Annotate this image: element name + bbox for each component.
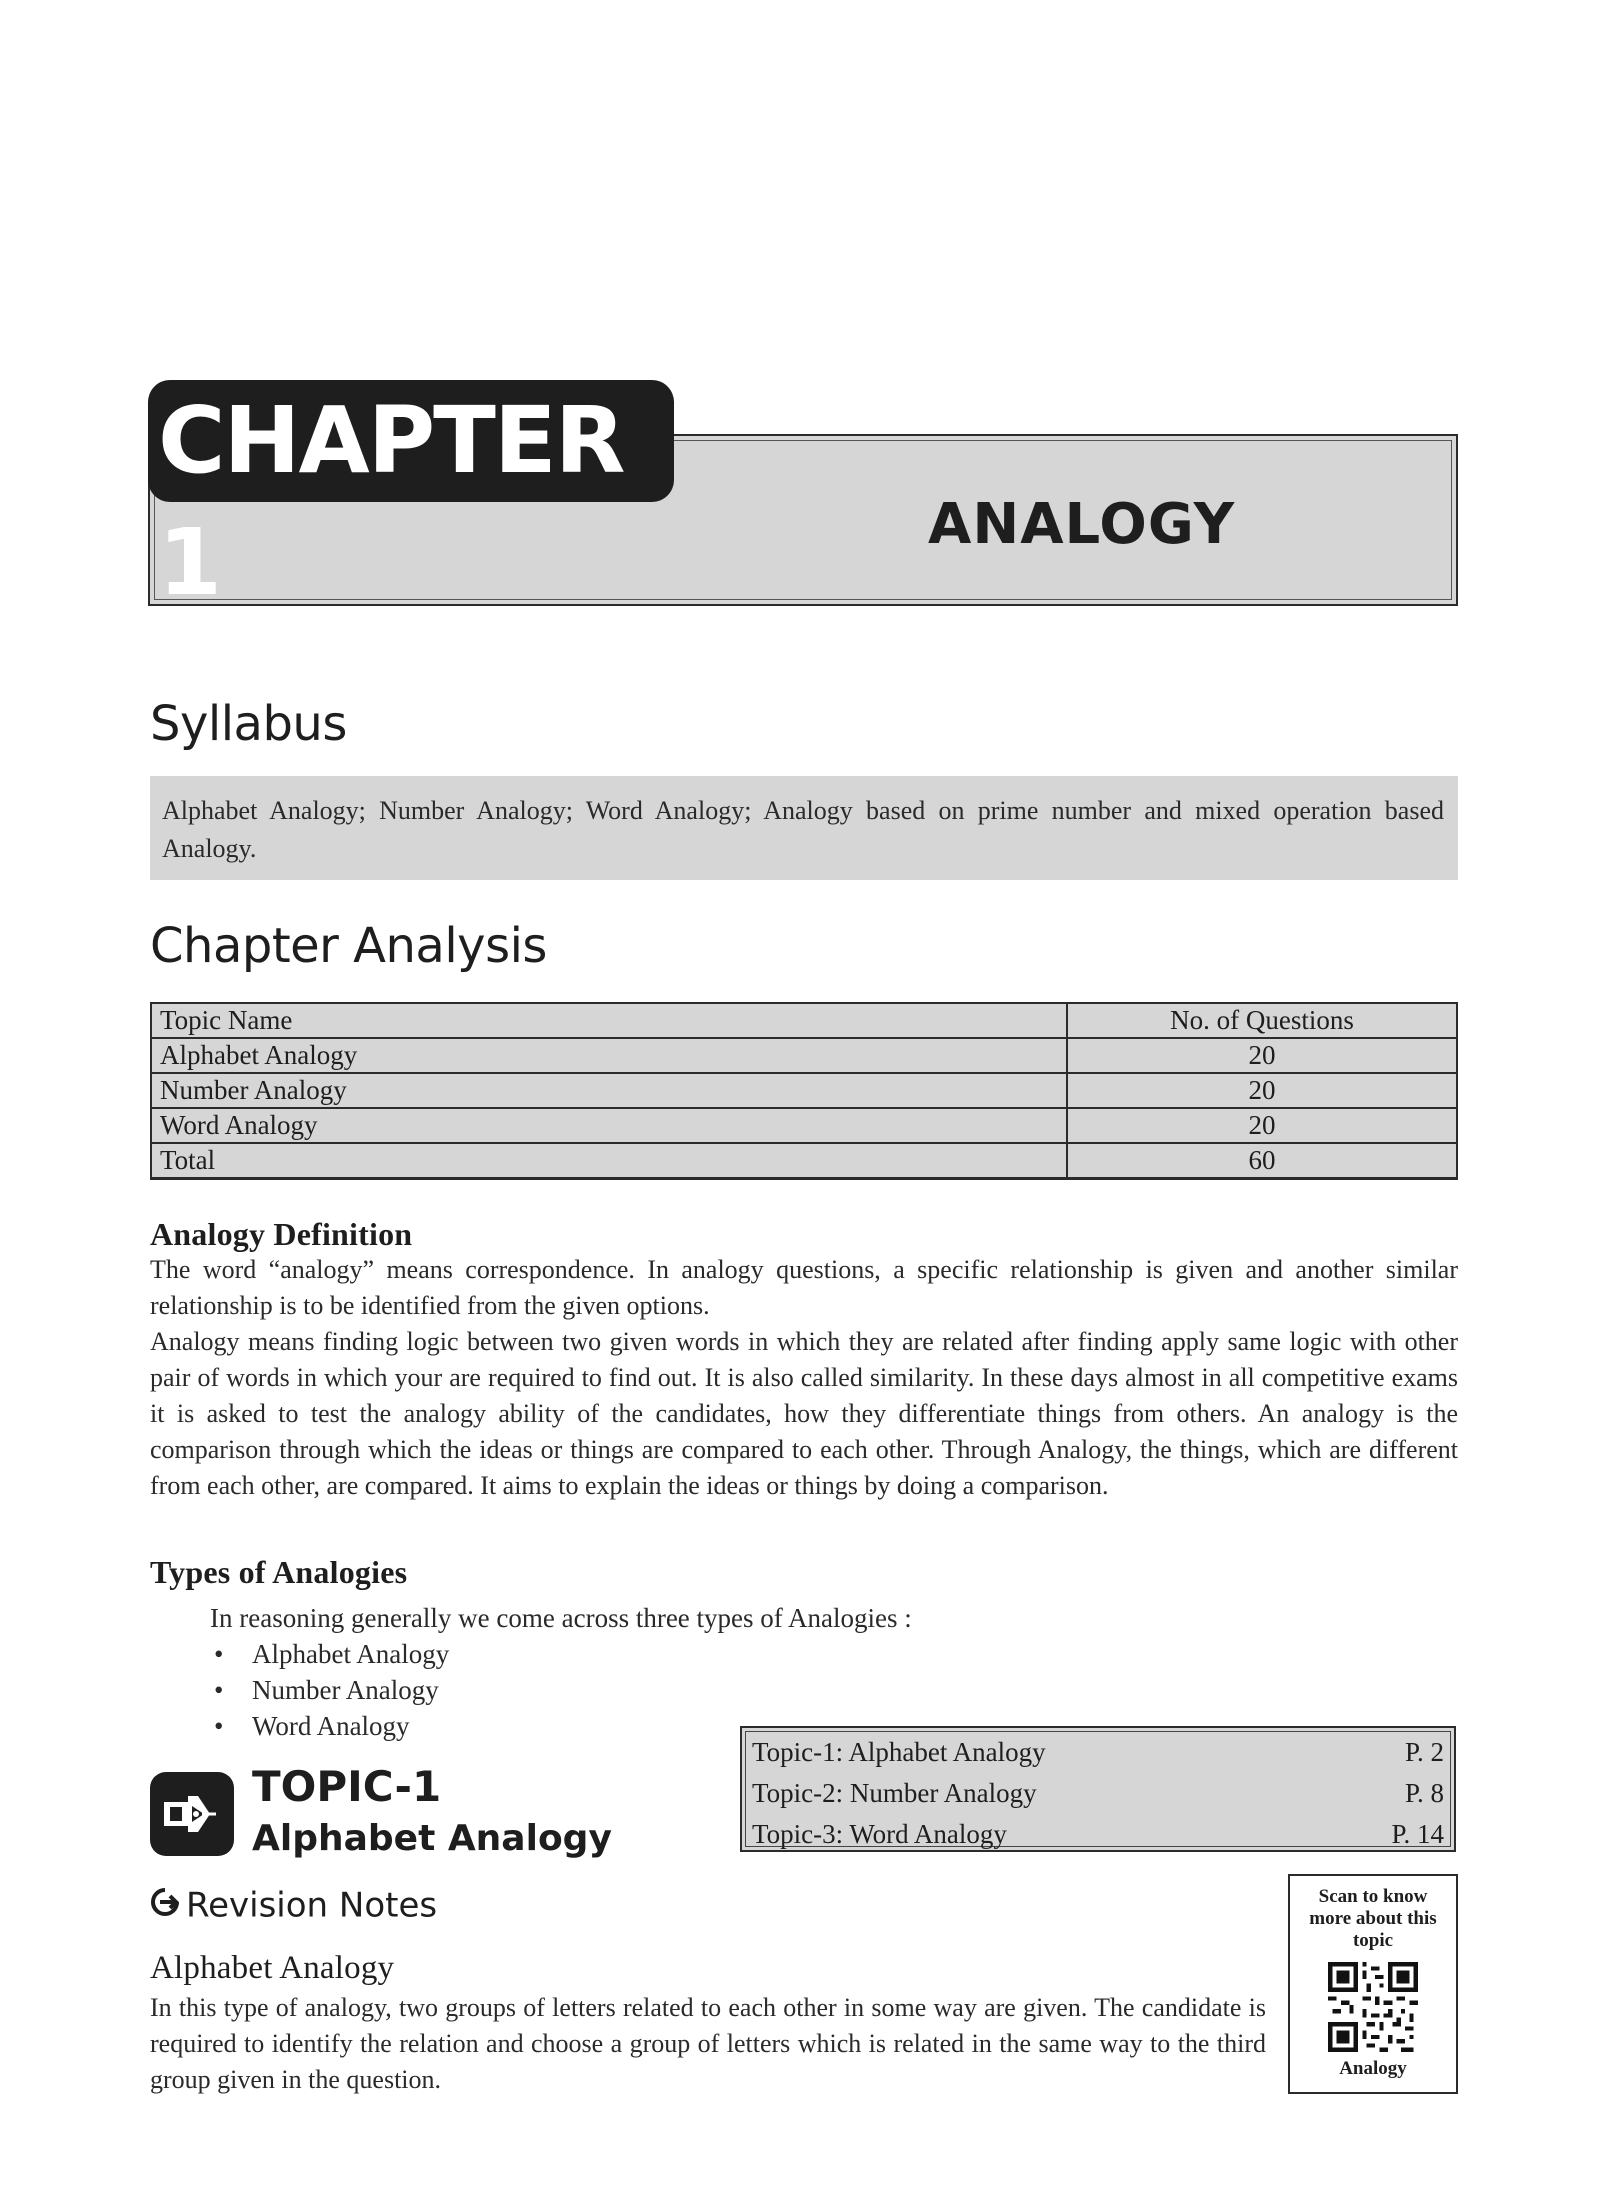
topic-index-label: Topic-2 xyxy=(752,1778,836,1808)
topic-index-page: P. 14 xyxy=(1391,1819,1444,1849)
syllabus-heading: Syllabus xyxy=(150,696,347,752)
table-total-row xyxy=(151,1143,1457,1179)
list-item: • Number Analogy xyxy=(210,1672,912,1708)
topic-index-row xyxy=(752,1814,1444,1855)
table-total-count: 60 xyxy=(1067,1143,1457,1179)
topic-index-page: P. 2 xyxy=(1404,1737,1444,1767)
topic-name: Alphabet Analogy xyxy=(252,1818,612,1859)
pen-nib-icon xyxy=(150,1772,234,1856)
arrow-right-circle-icon xyxy=(150,1886,180,1926)
definition-paragraph: Analogy means finding logic between two given words in which they are related after finding apply same logic with other pair of words in which your are required to find out. It is also called similarity. In these days almost in all competitive exams it is asked to test the analogy ability of the candidates, how they differentiate things from others. An analogy is the comparison through which the ideas or things are compared to each other. Through Analogy, the things, which are different from each other, are compared. It aims to explain the ideas or things by doing a comparison. xyxy=(150,1327,1458,1500)
table-cell-topic: Number Analogy xyxy=(151,1073,1067,1108)
syllabus-text: Alphabet Analogy; Number Analogy; Word Analogy; Analogy based on prime number and mixed operation based Analogy. xyxy=(150,776,1458,880)
table-header-row xyxy=(151,1003,1457,1038)
definition-heading: Analogy Definition xyxy=(150,1216,413,1252)
qr-caption: Scan to know more about this topic xyxy=(1309,1886,1437,1951)
table-total-label: Total xyxy=(151,1143,1067,1179)
list-item: • Alphabet Analogy xyxy=(210,1636,912,1672)
revision-notes-label: Revision Notes xyxy=(186,1885,438,1926)
table-cell-count: 20 xyxy=(1067,1108,1457,1143)
topic-index-name: : Number Analogy xyxy=(835,1778,1037,1808)
table-header-cell: No. of Questions xyxy=(1067,1003,1457,1038)
qr-code-icon[interactable] xyxy=(1328,1962,1418,2052)
table-row xyxy=(151,1038,1457,1073)
topic-index-name: : Word Analogy xyxy=(835,1819,1007,1849)
chapter-analysis-heading: Chapter Analysis xyxy=(150,918,547,974)
types-list xyxy=(210,1600,912,1744)
revision-notes-heading xyxy=(150,1884,437,1926)
qr-label: Analogy xyxy=(1339,2058,1407,2079)
topic-index-label: Topic-3 xyxy=(752,1819,836,1849)
alphabet-analogy-heading: Alphabet Analogy xyxy=(150,1950,395,1986)
topic-index-row xyxy=(752,1773,1444,1814)
topic-number: TOPIC-1 xyxy=(252,1762,442,1811)
table-cell-count: 20 xyxy=(1067,1038,1457,1073)
qr-code-box xyxy=(1288,1874,1458,2094)
alphabet-analogy-text: In this type of analogy, two groups of letters related to each other in some way are given. The candidate is required to identify the relation and choose a group of letters which is related in the same way to the third group given in the question. xyxy=(150,1993,1266,2094)
chapter-analysis-table xyxy=(150,1002,1458,1180)
topic-index-box xyxy=(740,1726,1456,1852)
list-item: • Word Analogy xyxy=(210,1708,912,1744)
topic-index-row xyxy=(752,1732,1444,1773)
chapter-label: CHAPTER 1 xyxy=(148,380,674,502)
table-row xyxy=(151,1108,1457,1143)
table-cell-topic: Word Analogy xyxy=(151,1108,1067,1143)
types-intro: In reasoning generally we come across three types of Analogies : xyxy=(210,1603,912,1633)
topic-index-page: P. 8 xyxy=(1404,1778,1444,1808)
table-cell-count: 20 xyxy=(1067,1073,1457,1108)
topic-index-label: Topic-1 xyxy=(752,1737,836,1767)
definition-paragraph: The word “analogy” means correspondence. In analogy questions, a specific relationship is given and another similar relationship is to be identified from the given options. xyxy=(150,1255,1458,1320)
chapter-title: ANALOGY xyxy=(928,492,1236,557)
topic-index-name: : Alphabet Analogy xyxy=(835,1737,1046,1767)
table-row xyxy=(151,1073,1457,1108)
types-heading: Types of Analogies xyxy=(150,1554,408,1590)
definition-body xyxy=(150,1252,1458,1504)
table-cell-topic: Alphabet Analogy xyxy=(151,1038,1067,1073)
table-header-cell: Topic Name xyxy=(151,1003,1067,1038)
